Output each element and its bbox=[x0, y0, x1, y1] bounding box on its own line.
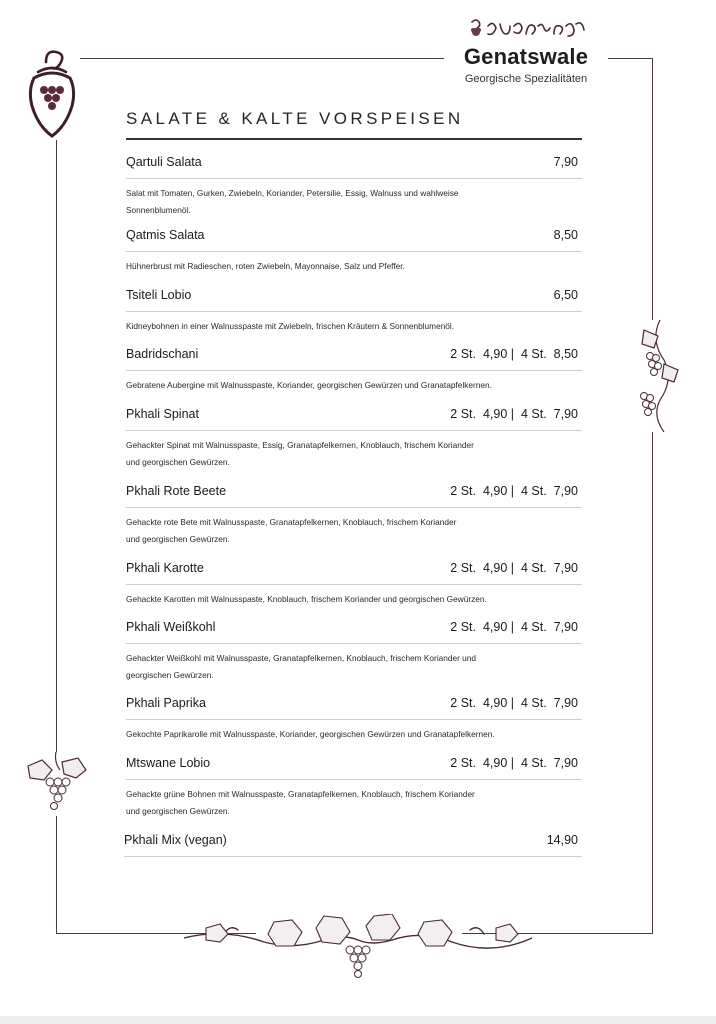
item-description-line: Gehackte Karotten mit Walnusspaste, Knoblauch, frischem Koriander und georgischen Gewürzen. bbox=[126, 594, 487, 604]
qty-large: 4 St. bbox=[520, 620, 547, 634]
price-large: 7,90 bbox=[553, 407, 578, 421]
price-separator: | bbox=[510, 696, 515, 710]
item-divider bbox=[126, 430, 582, 431]
item-name: Pkhali Spinat bbox=[126, 407, 199, 421]
item-name: Qatmis Salata bbox=[126, 228, 205, 242]
item-name: Qartuli Salata bbox=[126, 155, 202, 169]
price-large: 7,90 bbox=[553, 620, 578, 634]
item-divider bbox=[126, 719, 582, 720]
item-name: Badridschani bbox=[126, 347, 199, 361]
item-price-options bbox=[450, 696, 578, 710]
brand-logo bbox=[444, 10, 608, 94]
item-description-line: Gebratene Aubergine mit Walnusspaste, Koriander, georgischen Gewürzen und Granatapfelkernen. bbox=[126, 380, 492, 390]
item-divider bbox=[126, 779, 582, 780]
bottom-vine-ornament bbox=[184, 914, 532, 984]
qty-small: 2 St. bbox=[450, 347, 476, 361]
grape-vine-icon bbox=[634, 320, 684, 432]
price-separator: | bbox=[510, 756, 515, 770]
item-divider bbox=[126, 643, 582, 644]
price-small: 4,90 bbox=[482, 561, 508, 575]
qty-large: 4 St. bbox=[520, 756, 547, 770]
item-name: Pkhali Rote Beete bbox=[126, 484, 227, 498]
page-bottom-edge bbox=[0, 1016, 716, 1024]
qty-large: 4 St. bbox=[520, 696, 547, 710]
qty-small: 2 St. bbox=[450, 620, 476, 634]
item-name: Mtswane Lobio bbox=[126, 756, 211, 770]
grape-cluster-icon bbox=[26, 752, 88, 816]
item-description-line: georgischen Gewürzen. bbox=[126, 670, 214, 680]
item-description-line: und georgischen Gewürzen. bbox=[126, 806, 230, 816]
item-description-line: und georgischen Gewürzen. bbox=[126, 534, 230, 544]
item-description bbox=[126, 437, 526, 471]
qty-small: 2 St. bbox=[450, 561, 476, 575]
qty-small: 2 St. bbox=[450, 696, 476, 710]
price-large: 7,90 bbox=[553, 756, 578, 770]
price-small: 4,90 bbox=[482, 347, 508, 361]
item-description bbox=[126, 650, 546, 684]
georgian-script-logo bbox=[468, 16, 588, 42]
section-title: SALATE & KALTE VORSPEISEN bbox=[126, 109, 464, 128]
item-price-options bbox=[450, 561, 578, 575]
item-price: 14,90 bbox=[546, 833, 578, 847]
price-separator: | bbox=[510, 407, 515, 421]
item-divider bbox=[126, 311, 582, 312]
item-price-options bbox=[450, 484, 578, 498]
price-large: 7,90 bbox=[553, 696, 578, 710]
item-description-line: und georgischen Gewürzen. bbox=[126, 457, 230, 467]
item-divider bbox=[126, 178, 582, 179]
price-large: 7,90 bbox=[553, 561, 578, 575]
item-divider bbox=[126, 251, 582, 252]
qty-small: 2 St. bbox=[450, 756, 476, 770]
item-description bbox=[126, 185, 526, 219]
item-description-line: Salat mit Tomaten, Gurken, Zwiebeln, Koriander, Petersilie, Essig, Walnuss und wahlweise bbox=[126, 188, 459, 198]
item-price: 7,90 bbox=[553, 155, 578, 169]
brand-tagline: Georgische Spezialitäten bbox=[464, 73, 588, 85]
item-description-line: Gehackte grüne Bohnen mit Walnusspaste, Granatapfelkernen, Knoblauch, frischem Koriander bbox=[126, 789, 475, 799]
price-separator: | bbox=[510, 484, 515, 498]
price-separator: | bbox=[510, 620, 515, 634]
item-name: Tsiteli Lobio bbox=[126, 288, 192, 302]
price-small: 4,90 bbox=[482, 696, 508, 710]
item-description-line: Gekochte Paprikarolle mit Walnusspaste, Koriander, georgischen Gewürzen und Granatapfelkernen. bbox=[126, 729, 495, 739]
item-description bbox=[126, 591, 566, 608]
item-name: Pkhali Paprika bbox=[126, 696, 206, 710]
title-divider bbox=[126, 138, 582, 140]
item-divider bbox=[126, 370, 582, 371]
item-divider bbox=[126, 507, 582, 508]
price-small: 4,90 bbox=[482, 484, 508, 498]
qty-large: 4 St. bbox=[520, 561, 547, 575]
item-description-line: Gehackte rote Bete mit Walnusspaste, Granatapfelkernen, Knoblauch, frischem Koriander bbox=[126, 517, 457, 527]
item-description bbox=[126, 377, 566, 394]
item-price: 6,50 bbox=[553, 288, 578, 302]
item-price-options bbox=[450, 407, 578, 421]
item-divider bbox=[126, 584, 582, 585]
price-large: 7,90 bbox=[553, 484, 578, 498]
item-description-line: Gehackter Weißkohl mit Walnusspaste, Granatapfelkernen, Knoblauch, frischem Koriander und bbox=[126, 653, 477, 663]
item-name: Pkhali Mix (vegan) bbox=[124, 833, 227, 847]
item-description bbox=[126, 786, 526, 820]
item-description-line: Gehackter Spinat mit Walnusspaste, Essig, Granatapfelkernen, Knoblauch, frischem Koriander bbox=[126, 440, 474, 450]
item-price-options bbox=[450, 620, 578, 634]
item-description-line: Hühnerbrust mit Radieschen, roten Zwiebeln, Mayonnaise, Salz und Pfeffer. bbox=[126, 261, 405, 271]
item-price-options bbox=[450, 347, 578, 361]
item-price-options bbox=[450, 756, 578, 770]
qty-large: 4 St. bbox=[520, 347, 547, 361]
qty-small: 2 St. bbox=[450, 484, 476, 498]
item-description bbox=[126, 514, 526, 548]
item-description bbox=[126, 726, 566, 743]
price-small: 4,90 bbox=[482, 756, 508, 770]
wine-jug-icon bbox=[24, 44, 80, 140]
item-description-line: Kidneybohnen in einer Walnusspaste mit Zwiebeln, frischen Kräutern & Sonnenblumenöl. bbox=[126, 321, 455, 331]
item-name: Pkhali Weißkohl bbox=[126, 620, 216, 634]
price-separator: | bbox=[510, 347, 515, 361]
price-small: 4,90 bbox=[482, 620, 508, 634]
qty-large: 4 St. bbox=[520, 407, 547, 421]
price-separator: | bbox=[510, 561, 515, 575]
price-large: 8,50 bbox=[553, 347, 578, 361]
item-description bbox=[126, 258, 526, 275]
item-name: Pkhali Karotte bbox=[126, 561, 204, 575]
qty-small: 2 St. bbox=[450, 407, 476, 421]
price-small: 4,90 bbox=[482, 407, 508, 421]
brand-name: Genatswale bbox=[463, 44, 589, 69]
item-price: 8,50 bbox=[553, 228, 578, 242]
item-description-line: Sonnenblumenöl. bbox=[126, 205, 191, 215]
item-divider bbox=[124, 856, 582, 857]
qty-large: 4 St. bbox=[520, 484, 547, 498]
item-description bbox=[126, 318, 526, 335]
